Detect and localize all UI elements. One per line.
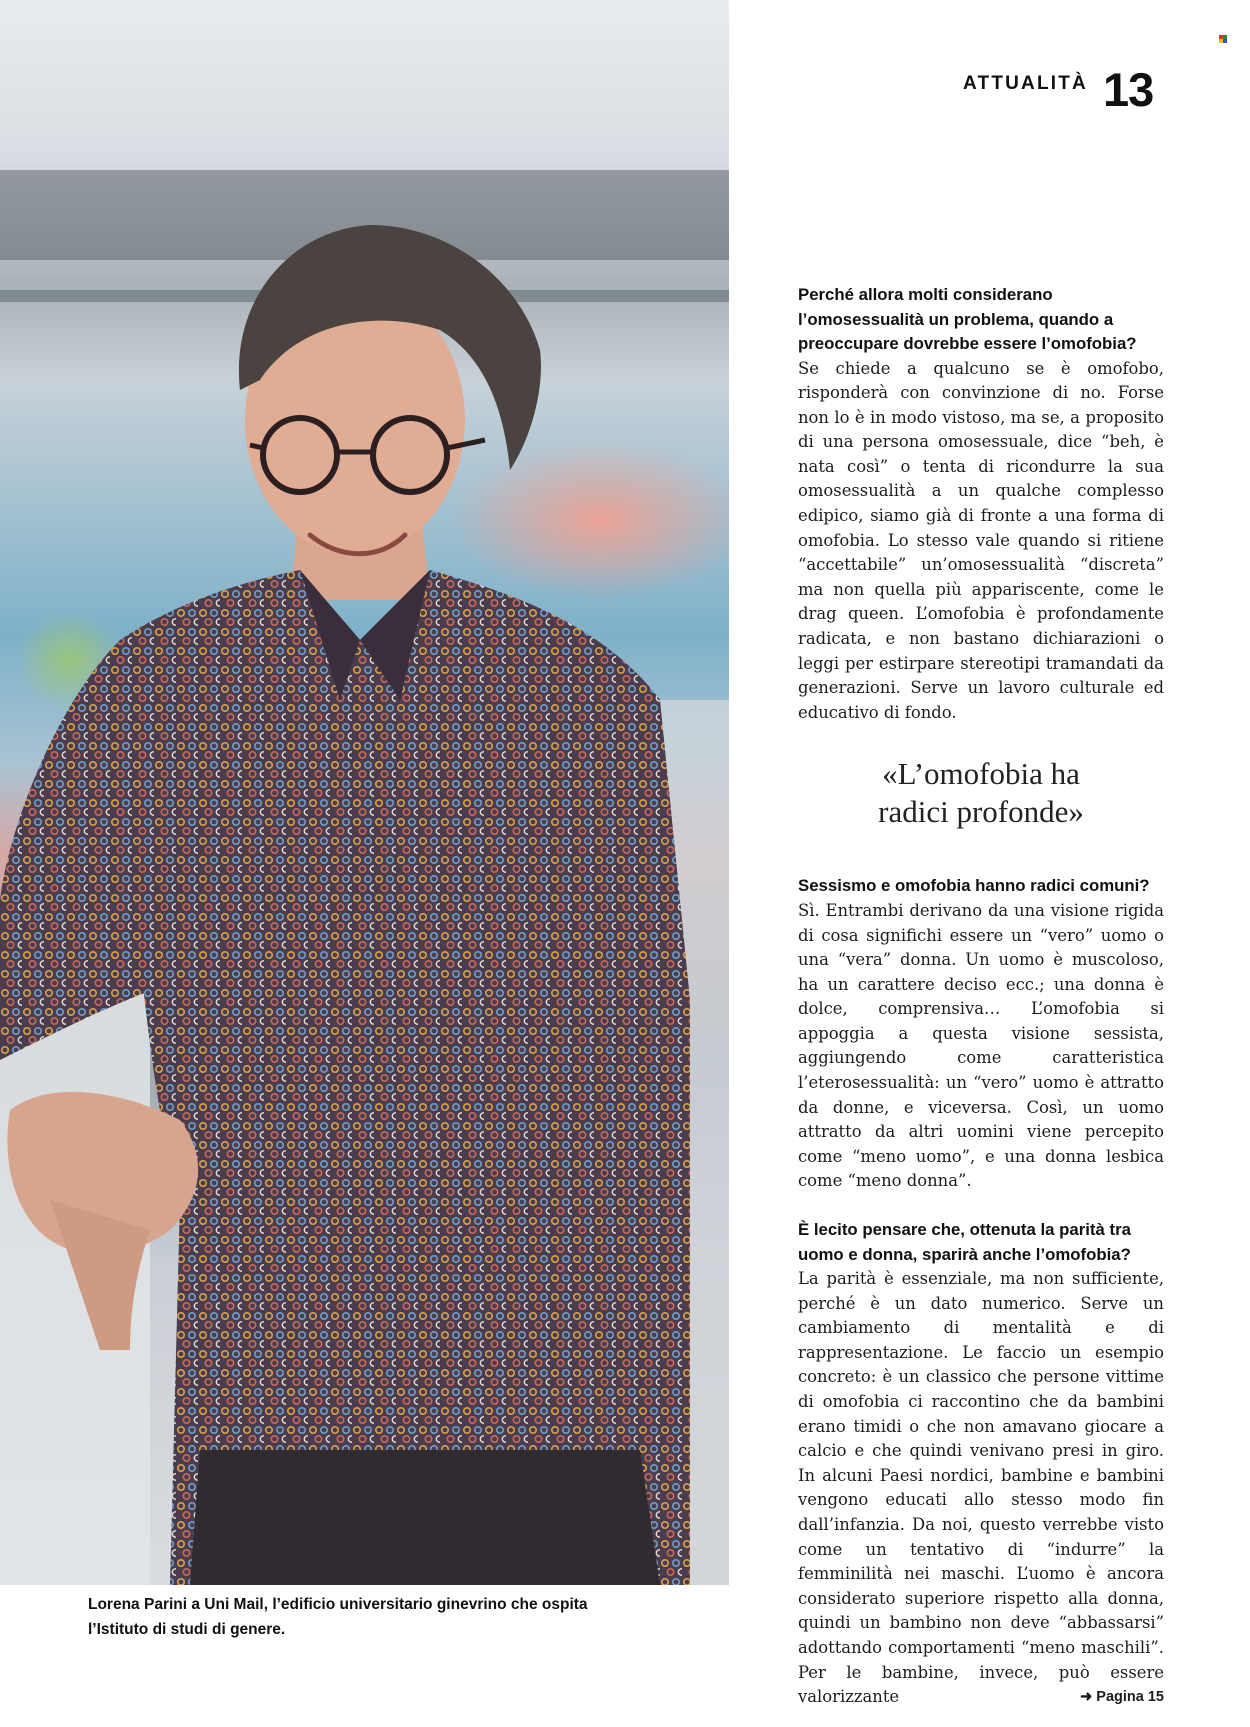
caption-line-2: l’Istituto di studi di genere. xyxy=(88,1621,286,1638)
answer-3 xyxy=(798,1267,1164,1710)
section-label: ATTUALITÀ xyxy=(963,73,1088,94)
question-3: È lecito pensare che, ottenuta la parità tra uomo e donna, sparirà anche l’omofobia? xyxy=(798,1220,1131,1264)
question-2: Sessismo e omofobia hanno radici comuni? xyxy=(798,876,1150,896)
page-number: 13 xyxy=(1103,63,1154,116)
question-1: Perché allora molti considerano l’omosessualità un problema, quando a preoccupare dovrebbe essere l’omofobia? xyxy=(798,285,1137,353)
answer-1: Se chiede a qualcuno se è omofobo, risponderà con convinzione di no. Forse non lo è in modo vistoso, ma se, a proposito di una persona omosessuale, dice “beh, è nata così” o tenta di ricondurre la sua omosessualità a un qualche complesso edipico, siamo già di fronte a una forma di omofobia. Lo stesso vale quando si ritiene “accettabile” un’omosessualità “discreta” ma non quella più appariscente, come le drag queen. L’omofobia è profondamente radicata, e non bastano dichiarazioni o leggi per estirpare stereotipi tramandati da generazioni. Serve un lavoro culturale ed educativo di fondo. xyxy=(798,358,1164,722)
answer-3-text: La parità è essenziale, ma non sufficiente, perché è un dato numerico. Serve un cambiamento di mentalità e di rappresentazione. Le faccio un esempio concreto: è un classico che persone vittime di omofobia ci raccontino che da bambini erano timidi o che non amavano giocare a calcio e che quindi venivano presi in giro. In alcuni Paesi nordici, bambine e bambini vengono educati allo stesso modo fin dall’infanzia. Da noi, questo verrebbe visto come un tentativo di “indurre” la femminilità nei maschi. L’uomo è ancora considerato superiore rispetto alla donna, quindi un bambino non deve “abbassarsi” adottando comportamenti “meno maschili”. Per le bambine, invece, può essere valorizzante xyxy=(798,1269,1164,1707)
pull-quote xyxy=(798,755,1164,831)
caption-line-1: Lorena Parini a Uni Mail, l’edificio universitario ginevrino che ospita xyxy=(88,1596,588,1613)
photo-caption xyxy=(88,1592,648,1642)
color-registration-icon xyxy=(1219,35,1227,43)
pull-quote-line-1: «L’omofobia ha xyxy=(882,756,1080,792)
continue-link[interactable]: ➜ Pagina 15 xyxy=(1080,1689,1164,1706)
answer-2: Sì. Entrambi derivano da una visione rigida di cosa significhi essere un “vero” uomo o una “vera” donna. Un uomo è muscoloso, ha un carattere deciso ecc.; una donna è dolce, comprensiva… L’omofobia si appoggia a questa visione sessista, aggiungendo come caratteristica l’eterosessualità: un “vero” uomo è attratto da donne, e viceversa. Così, un uomo attratto da altri uomini viene percepito come “meno uomo”, e una donna lesbica come “meno donna”. xyxy=(798,900,1164,1191)
pull-quote-line-2: radici profonde» xyxy=(878,794,1084,830)
article-column xyxy=(798,283,1164,1710)
